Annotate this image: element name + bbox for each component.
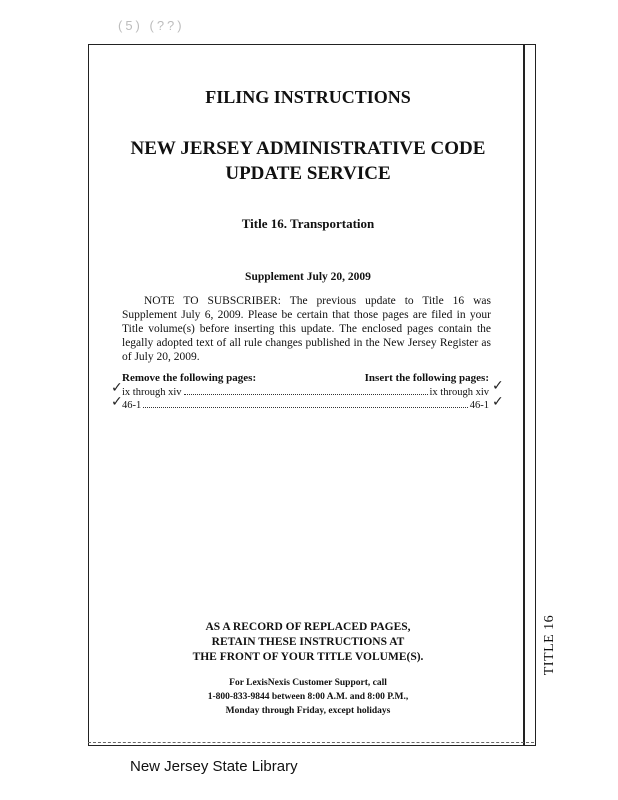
insert-pages: 46-1 (469, 400, 489, 411)
side-tab (530, 600, 570, 690)
page-row (122, 386, 489, 398)
bottom-rule (88, 742, 534, 743)
scan-stamp: (5) (??) (118, 18, 185, 33)
subscriber-note: NOTE TO SUBSCRIBER: The previous update to Title 16 was Supplement July 6, 2009. Please be certain that those pages are filed in your Title volume(s) before inserting this update. The enclosed pages contain the legally adopted text of all rule changes published in the New Jersey Register as of July 20, 2009. (122, 295, 491, 363)
record-notice (118, 620, 498, 665)
checkmark-icon: ✓ (492, 378, 504, 394)
record-line: AS A RECORD OF REPLACED PAGES, (205, 621, 411, 633)
pages-header (122, 372, 489, 384)
support-info (118, 676, 498, 718)
code-title (118, 136, 498, 186)
insert-pages: ix through xiv (429, 387, 489, 398)
document-heading: FILING INSTRUCTIONS (205, 87, 411, 107)
code-title-line-2: UPDATE SERVICE (225, 163, 391, 184)
leader-dots (184, 386, 428, 395)
title-line: Title 16. Transportation (241, 216, 375, 231)
side-tab-label: TITLE 16 (542, 614, 557, 676)
remove-pages: 46-1 (122, 400, 142, 411)
checkmark-icon: ✓ (111, 394, 123, 410)
page-row (122, 399, 489, 411)
code-title-line-1: NEW JERSEY ADMINISTRATIVE CODE (130, 138, 486, 159)
library-footer: New Jersey State Library (130, 758, 298, 775)
remove-pages: ix through xiv (122, 387, 182, 398)
support-line: Monday through Friday, except holidays (225, 706, 391, 716)
record-line: THE FRONT OF YOUR TITLE VOLUME(S). (192, 651, 424, 663)
tab-divider (523, 44, 525, 746)
checkmark-icon: ✓ (492, 394, 504, 410)
support-line: For LexisNexis Customer Support, call (229, 678, 387, 688)
checkmark-icon: ✓ (111, 380, 123, 396)
insert-header: Insert the following pages: (364, 372, 489, 384)
supplement-date: Supplement July 20, 2009 (245, 271, 371, 283)
leader-dots (143, 399, 468, 408)
record-line: RETAIN THESE INSTRUCTIONS AT (211, 636, 405, 648)
support-line: 1-800-833-9844 between 8:00 A.M. and 8:00 P.M., (207, 692, 409, 702)
remove-header: Remove the following pages: (122, 372, 257, 384)
